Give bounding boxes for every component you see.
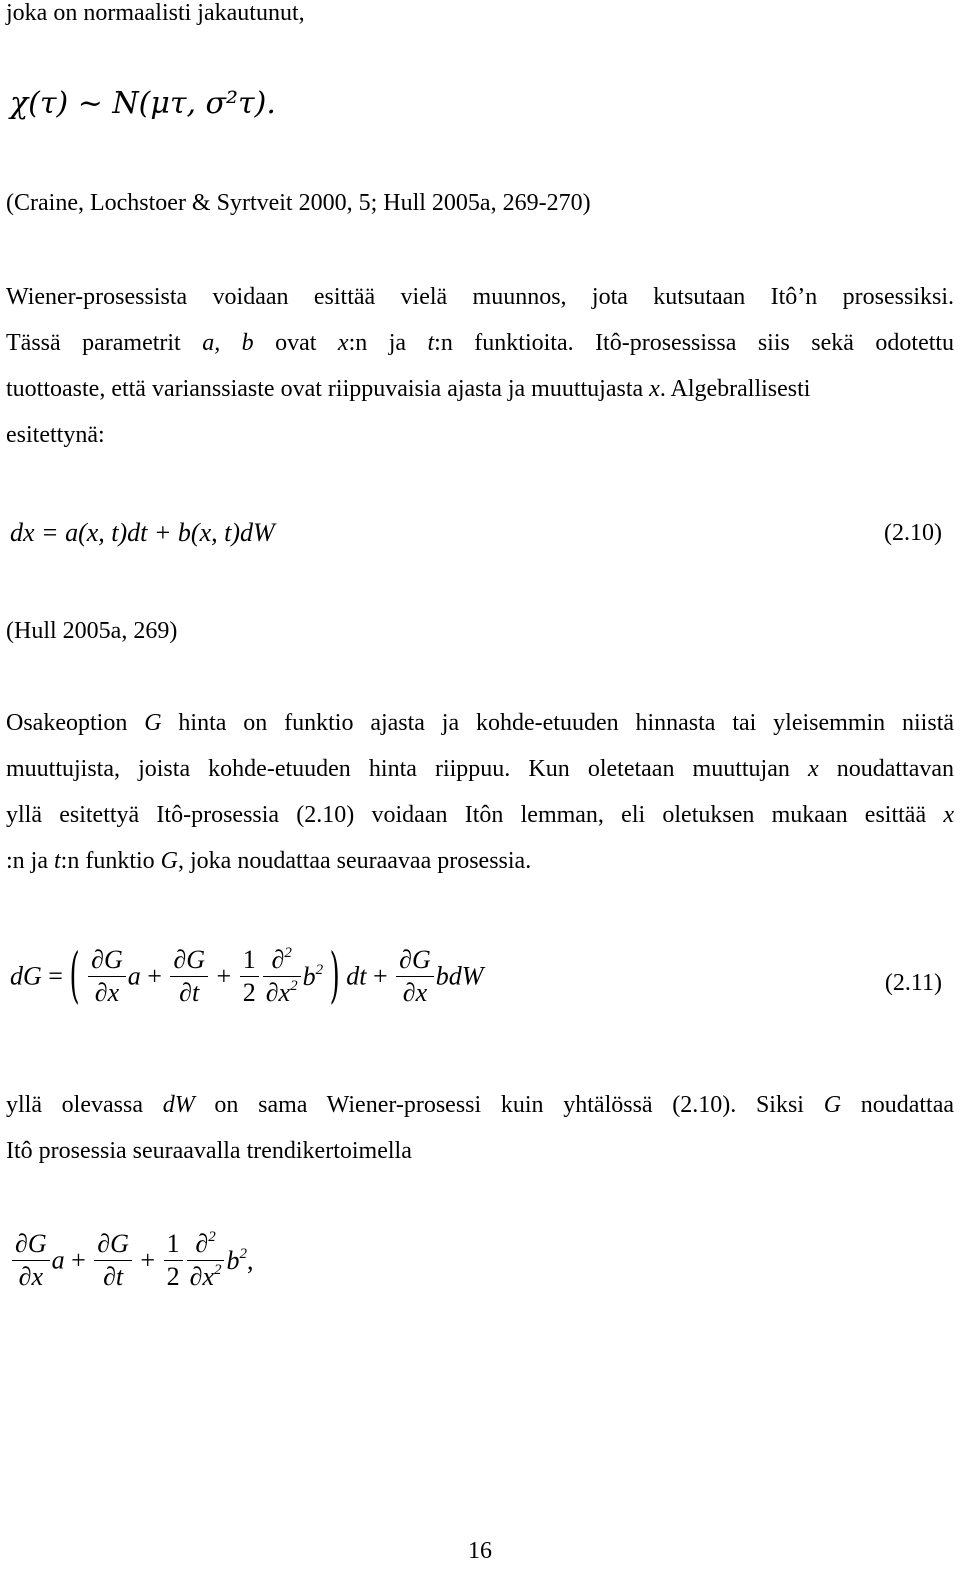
- equation-number-2-11: (2.11): [884, 970, 942, 996]
- paragraph-line: yllä olevassa dW on sama Wiener-prosessi kuin yhtälössä (2.10). Siksi G noudattaa: [6, 1092, 955, 1118]
- distribution-formula: χ(τ) ~ N(μτ, σ²τ).: [10, 86, 276, 121]
- paragraph-line: Wiener-prosessista voidaan esittää vielä muunnos, jota kutsutaan Itô’n prosessiksi.: [6, 284, 954, 310]
- citation-craine-hull: (Craine, Lochstoer & Syrtveit 2000, 5; Hull 2005a, 269-270): [6, 190, 591, 216]
- symbol-ab: a, b: [202, 330, 254, 356]
- page-number: 16: [468, 1538, 492, 1564]
- intro-line: joka on normaalisti jakautunut,: [6, 0, 305, 26]
- paragraph-line: yllä esitettyä Itô-prosessia (2.10) voidaan Itôn lemman, eli oletuksen mukaan esittää x: [6, 802, 954, 828]
- drift-expression: $\frac{\partial G}{\partial x}$ a + $\frac{\partial G}{\partial t}$ + $\frac{1}{2}$ $\frac{\partial^2}{\partial x^2}$ $b^2$,: [10, 1228, 253, 1293]
- paragraph-line: esitettynä:: [6, 422, 105, 448]
- paragraph-line: tuottoaste, että varianssiaste ovat riippuvaisia ajasta ja muuttujasta x. Algebrallisesti: [6, 376, 811, 402]
- paragraph-line: Osakeoption G hinta on funktio ajasta ja kohde-etuuden hinnasta tai yleisemmin niistä: [6, 710, 955, 736]
- equation-number-2-10: (2.10): [884, 520, 942, 546]
- paragraph-line: muuttujista, joista kohde-etuuden hinta riippuu. Kun oletetaan muuttujan x noudattavan: [6, 756, 954, 782]
- citation-hull: (Hull 2005a, 269): [6, 618, 178, 644]
- paragraph-line: Itô prosessia seuraavalla trendikertoimella: [6, 1138, 412, 1164]
- paragraph-line: Tässä parametrit a, b ovat x:n ja t:n funktioita. Itô-prosessissa siis sekä odotettu: [6, 330, 955, 356]
- paragraph-line: :n ja t:n funktio G, joka noudattaa seuraavaa prosessia.: [6, 848, 532, 874]
- equation-2-11: dG = ( $\frac{\partial G}{\partial x}$ a + $\frac{\partial G}{\partial t}$ + $\frac{1}{2}$ $\frac{\partial^2}{\partial x^2}$ $b^2$ ) dt + $\frac{\partial G}{\partial x}$ bdW: [10, 942, 484, 1011]
- equation-2-10: dx = a(x, t)dt + b(x, t)dW: [10, 518, 275, 547]
